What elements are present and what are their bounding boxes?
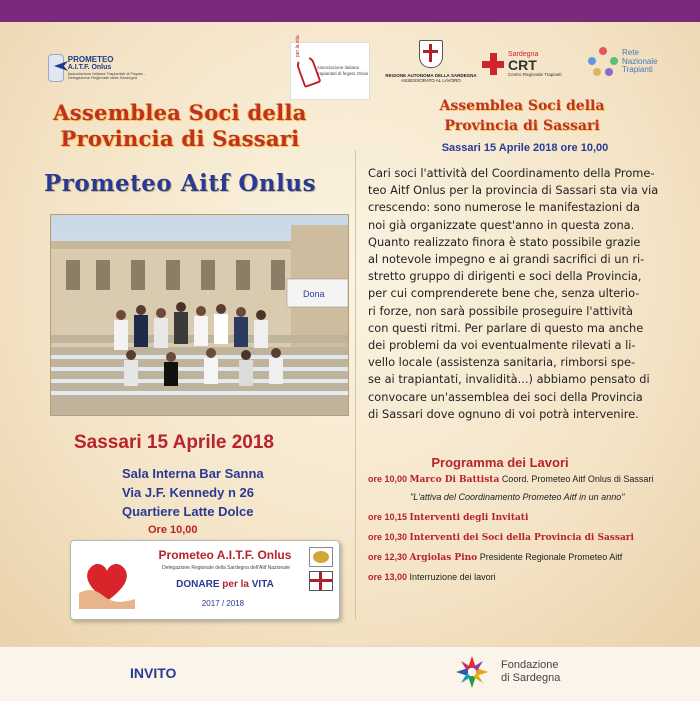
badge-donare: DONARE xyxy=(176,579,220,590)
program-quote: "L'attiva del Coordinamento Prometeo Aitf in un anno" xyxy=(410,492,625,502)
program-time: ore 10,00 xyxy=(368,474,408,484)
rnt-logo-line2: Nazionale xyxy=(622,56,658,66)
program-speaker: Argiolas Pino xyxy=(409,553,478,563)
program-time: ore 12,30 xyxy=(368,552,408,562)
event-time: Ore 10,00 xyxy=(148,524,198,536)
crt-logo-top: Sardegna xyxy=(508,50,539,58)
sardinia-emblem-icon xyxy=(309,547,333,567)
left-title-line1: Assemblea Soci della xyxy=(53,100,307,125)
rnt-logo-line3: Trapianti xyxy=(622,65,653,75)
badge-per-la: per la xyxy=(222,579,249,590)
letter-line: se ai trapiantati, invalidità...) abbiamo pensato di xyxy=(368,372,650,387)
program-time: ore 10,15 xyxy=(368,512,408,522)
sardinia-flag-icon xyxy=(309,571,333,591)
letter-line: vello locale (assistenza sanitaria, rimborsi spe- xyxy=(368,355,636,370)
invitation-letter xyxy=(368,165,670,423)
letter-line: noi già organizzate quest'anno in questa zona. xyxy=(368,217,635,232)
prometeo-logo-line3: Associazione Italiana Trapiantati di Fegato - Delegazione Regionale della Sardegna xyxy=(67,70,146,80)
program-speaker: Marco Di Battista xyxy=(409,475,500,485)
left-title-line2: Provincia di Sassari xyxy=(60,126,300,151)
right-title-line1: Assemblea Soci della xyxy=(439,98,605,114)
group-photo xyxy=(50,214,349,416)
badge-title: Prometeo A.I.T.F. Onlus xyxy=(158,548,292,562)
top-purple-bar xyxy=(0,0,700,22)
fondazione-star-icon xyxy=(455,655,489,689)
invito-label: INVITO xyxy=(130,665,177,681)
letter-line: Cari soci l'attività del Coordinamento della Prome- xyxy=(368,166,655,180)
badge-slogan xyxy=(145,579,305,590)
venue-address xyxy=(122,464,322,521)
fondazione-line2: di Sardegna xyxy=(501,672,561,684)
badge-vita: VITA xyxy=(251,579,274,590)
program-desc: Interruzione dei lavori xyxy=(409,572,496,582)
program-time: ore 13,00 xyxy=(368,572,408,582)
letter-line: stretto gruppo di dirigenti e soci della Provincia, xyxy=(368,269,642,284)
program-title: Programma dei Lavori xyxy=(431,455,569,470)
rete-nazionale-trapianti-logo xyxy=(588,40,668,84)
program-desc: Presidente Regionale Prometeo Aitf xyxy=(479,552,623,562)
prometeo-flame-icon xyxy=(48,54,64,82)
program-item xyxy=(368,572,496,582)
prometeo-logo-line2: A.I.T.F. Onlus xyxy=(67,64,112,72)
letter-line: crescendo: sono numerose le manifestazioni da xyxy=(368,200,640,215)
per-la-vita-logo xyxy=(290,35,370,100)
sardinia-crest-icon xyxy=(419,40,443,68)
red-cross-icon xyxy=(482,53,504,75)
fondazione-di-sardegna-logo xyxy=(455,655,560,689)
left-subtitle: Prometeo Aitf Onlus xyxy=(43,170,317,197)
letter-line: al notevole impegno e ai grandi sacrifici di un ri- xyxy=(368,252,645,267)
left-title xyxy=(40,100,320,152)
program-item xyxy=(368,532,634,543)
letter-line: con questi ritmi. Per parlare di questo ma anche xyxy=(368,320,644,335)
venue-line3: Quartiere Latte Dolce xyxy=(122,504,254,519)
per-la-vita-logo-text: Associazione italiana trapiantati di fegato Onlus xyxy=(316,65,369,76)
right-date: Sassari 15 Aprile 2018 ore 10,00 xyxy=(441,142,609,154)
regione-sardegna-logo xyxy=(385,40,477,102)
program-time: ore 10,30 xyxy=(368,532,408,542)
donare-per-la-vita-badge xyxy=(70,540,340,620)
crt-logo xyxy=(482,42,572,86)
per-la-vita-vertical-text: per la vita xyxy=(295,35,301,57)
venue-line1: Sala Interna Bar Sanna xyxy=(122,466,264,481)
photo-banner-text: Dona xyxy=(303,289,325,299)
ribbon-icon xyxy=(297,52,307,90)
prometeo-logo xyxy=(48,48,146,88)
letter-line: dei problemi da voi eventualmente rilevati a li- xyxy=(368,338,636,353)
crt-logo-main: CRT xyxy=(508,56,537,73)
badge-years: 2017 / 2018 xyxy=(201,599,245,608)
letter-line: convocare un'assemblea dei soci della Provincia xyxy=(368,389,643,404)
letter-line: di Sassari dove ognuno di voi potrà intervenire. xyxy=(368,406,639,421)
program-topic: Interventi dei Soci della Provincia di Sassari xyxy=(409,533,634,543)
heart-hand-icon xyxy=(77,547,137,611)
right-title xyxy=(382,96,662,136)
program-desc: Coord. Prometeo Aitf Onlus di Sassari xyxy=(501,474,654,484)
network-dots-icon xyxy=(588,47,618,77)
prometeo-logo-line1: PROMETEO xyxy=(67,54,114,64)
right-title-line2: Provincia di Sassari xyxy=(444,118,600,134)
event-date: Sassari 15 Aprile 2018 xyxy=(74,432,274,453)
crt-logo-sub: Centro Regionale Trapianti xyxy=(508,71,562,77)
letter-line: ri forze, non sarà possibile proseguire l'attività xyxy=(368,303,633,318)
venue-line2: Via J.F. Kennedy n 26 xyxy=(122,485,254,500)
program-item xyxy=(368,512,528,523)
program-topic: Interventi degli Invitati xyxy=(409,513,529,523)
regione-logo-line2: ASSESSORATO AL LAVORO xyxy=(401,78,461,83)
fondazione-line1: Fondazione xyxy=(501,659,559,671)
regione-logo-line1: REGIONE AUTONOMA DELLA SARDEGNA xyxy=(385,73,477,78)
column-divider xyxy=(355,150,356,620)
rnt-logo-line1: Rete xyxy=(622,47,639,57)
program-item xyxy=(368,552,622,563)
footer-bar xyxy=(0,646,700,701)
badge-subtitle: Delegazione Regionale della Sardegna dell'Aitf Nazionale xyxy=(162,565,290,571)
letter-line: teo Aitf Onlus per la provincia di Sassari sta via via xyxy=(368,183,659,198)
letter-line: per cui comprenderete bene che, senza ulterio- xyxy=(368,286,640,301)
letter-line: Quanto realizzato finora è stato possibile grazie xyxy=(368,234,641,249)
program-item xyxy=(368,474,653,485)
